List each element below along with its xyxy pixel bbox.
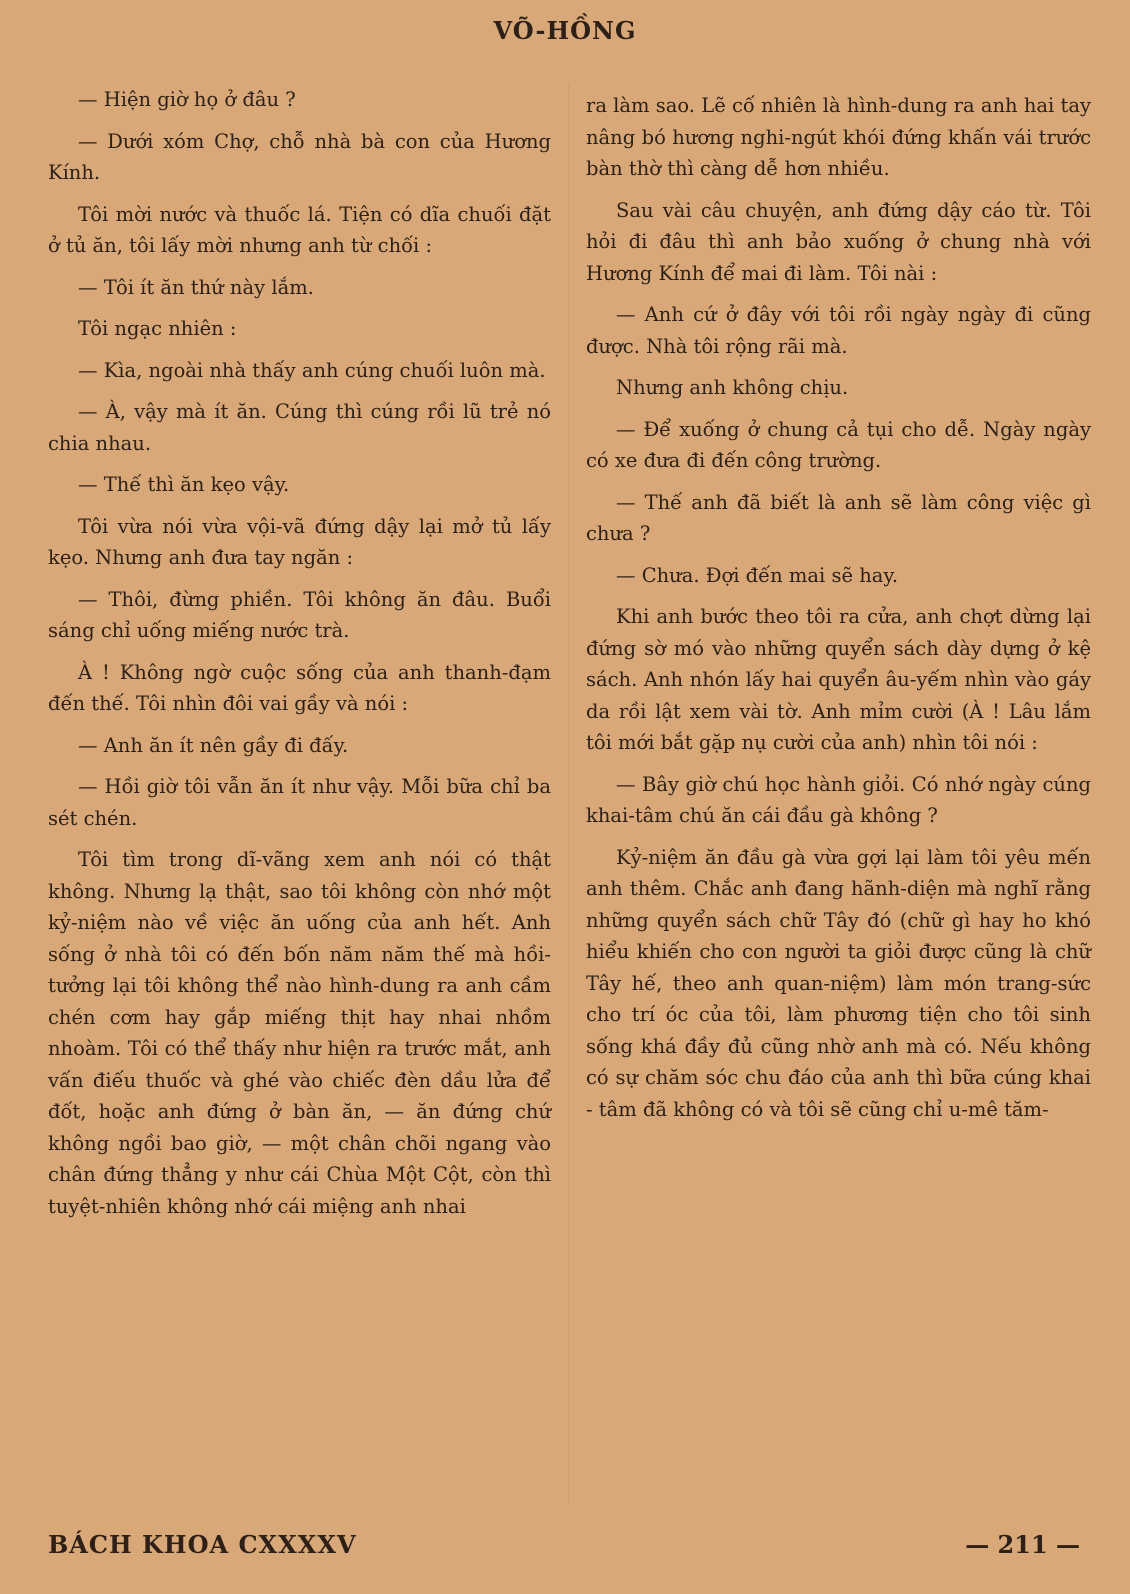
paragraph: — Dưới xóm Chợ, chỗ nhà bà con của Hương Kính. xyxy=(48,129,551,184)
running-head-author: VÕ-HỒNG xyxy=(493,16,637,45)
paragraph: Tôi ngạc nhiên : xyxy=(78,317,237,340)
paragraph: — Để xuống ở chung cả tụi cho dễ. Ngày ngày có xe đưa đi đến công trường. xyxy=(586,417,1091,472)
paragraph: — Bây giờ chú học hành giỏi. Có nhớ ngày cúng khai-tâm chú ăn cái đầu gà không ? xyxy=(586,772,1091,827)
paragraph: — Thế anh đã biết là anh sẽ làm công việc gì chưa ? xyxy=(586,490,1091,545)
paragraph: Khi anh bước theo tôi ra cửa, anh chợt dừng lại đứng sờ mó vào những quyển sách dày dựng ở kệ sách. Anh nhón lấy hai quyển âu-yếm nhìn vào gáy da rồi lật xem vài tờ. Anh mỉm cười (À ! Lâu lắm tôi mới bắt gặp nụ cười của anh) nhìn tôi nói : xyxy=(586,605,1091,754)
paragraph: — Hồi giờ tôi vẫn ăn ít như vậy. Mỗi bữa chỉ ba sét chén. xyxy=(48,775,551,830)
right-column xyxy=(586,90,1091,1135)
paragraph: Sau vài câu chuyện, anh đứng dậy cáo từ. Tôi hỏi đi đâu thì anh bảo xuống ở chung nhà với Hương Kính để mai đi làm. Tôi nài : xyxy=(586,198,1091,285)
paragraph: — Anh ăn ít nên gầy đi đấy. xyxy=(78,733,349,757)
paragraph: Tôi tìm trong dĩ-vãng xem anh nói có thật không. Nhưng lạ thật, sao tôi không còn nhớ một kỷ-niệm nào về việc ăn uống của anh hết. Anh sống ở nhà tôi có đến bốn năm năm thế mà hồi-tưởng lại tôi không thể nào hình-dung ra anh cầm chén cơm hay gắp miếng thịt hay nhai nhồm nhoàm. Tôi có thể thấy như hiện ra trước mắt, anh vấn điếu thuốc và ghé vào chiếc đèn dầu lửa để đốt, hoặc anh đứng ở bàn ăn, — ăn đứng chứ không ngồi bao giờ, — một chân chõi ngang vào chân đứng thẳng y như cái Chùa Một Cột, còn thì tuyệt-nhiên không nhớ cái miệng anh nhai xyxy=(48,848,551,1218)
paragraph: Nhưng anh không chịu. xyxy=(616,376,849,399)
paragraph: Kỷ-niệm ăn đầu gà vừa gợi lại làm tôi yêu mến anh thêm. Chắc anh đang hãnh-diện mà nghĩ rằng những quyển sách chữ Tây đó (chữ gì hay ho khó hiểu khiến cho con người ta giỏi được cũng là chữ Tây hế, theo anh quan-niệm) làm món trang-sức cho trí óc của tôi, làm phương tiện cho tôi sinh sống khá đầy đủ cũng nhờ anh mà có. Nếu không có sự chăm sóc chu đáo của anh thì bữa cúng khai - tâm đã không có và tôi sẽ cũng chỉ u-mê tăm- xyxy=(586,845,1091,1121)
paragraph: — Anh cứ ở đây với tôi rồi ngày ngày đi cũng được. Nhà tôi rộng rãi mà. xyxy=(586,303,1091,358)
paragraph: À ! Không ngờ cuộc sống của anh thanh-đạm đến thế. Tôi nhìn đôi vai gầy và nói : xyxy=(48,660,551,715)
paragraph: Tôi vừa nói vừa vội-vã đứng dậy lại mở tủ lấy kẹo. Nhưng anh đưa tay ngăn : xyxy=(48,514,551,569)
paragraph: Tôi mời nước và thuốc lá. Tiện có dĩa chuối đặt ở tủ ăn, tôi lấy mời nhưng anh từ chối : xyxy=(48,202,551,257)
magazine-issue-footer: BÁCH KHOA CXXXXV xyxy=(48,1530,357,1559)
paragraph: — Chưa. Đợi đến mai sẽ hay. xyxy=(616,563,899,587)
column-divider xyxy=(568,84,569,1504)
left-column xyxy=(48,84,551,1232)
paragraph-continued: ra làm sao. Lẽ cố nhiên là hình-dung ra anh hai tay nâng bó hương nghi-ngút khói đứng khấn vái trước bàn thờ thì càng dễ hơn nhiều. xyxy=(586,94,1091,180)
paragraph: — Kìa, ngoài nhà thấy anh cúng chuối luôn mà. xyxy=(78,358,546,382)
paragraph: — À, vậy mà ít ăn. Cúng thì cúng rồi lũ trẻ nó chia nhau. xyxy=(48,400,551,455)
paragraph: — Tôi ít ăn thứ này lắm. xyxy=(78,275,314,299)
paragraph: — Thôi, đừng phiền. Tôi không ăn đâu. Buổi sáng chỉ uống miếng nước trà. xyxy=(48,587,551,642)
paragraph: — Thế thì ăn kẹo vậy. xyxy=(78,473,290,496)
paragraph: — Hiện giờ họ ở đâu ? xyxy=(78,88,296,111)
page-number: — 211 — xyxy=(965,1530,1080,1559)
